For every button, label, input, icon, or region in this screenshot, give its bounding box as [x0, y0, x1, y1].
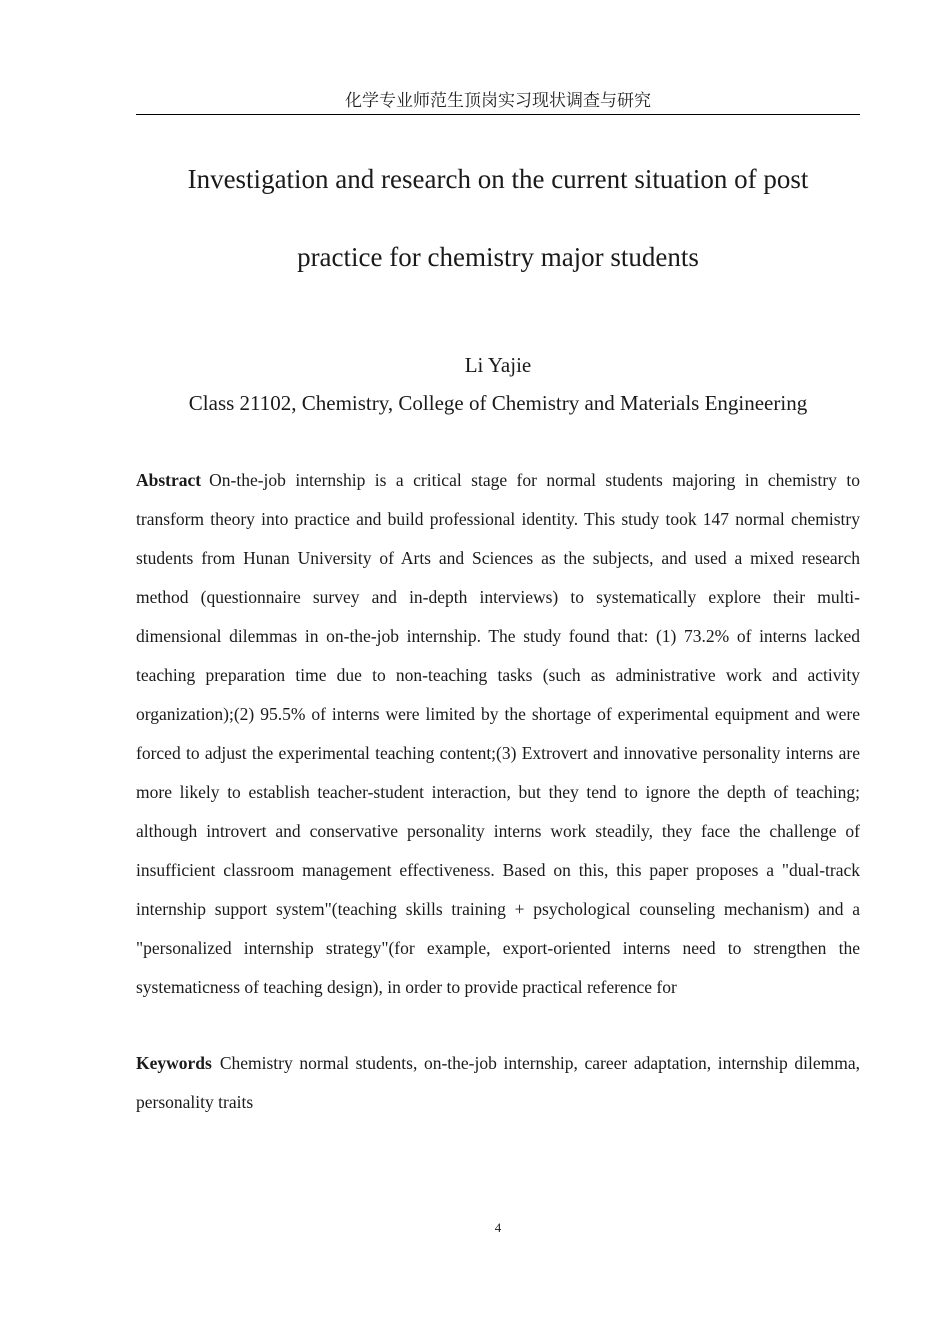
paper-title-line-1: Investigation and research on the current situation of post [187, 164, 809, 194]
header-rule [136, 114, 860, 115]
abstract-label: Abstract [136, 470, 202, 490]
abstract-section [136, 461, 860, 1007]
abstract-text: On-the-job internship is a critical stage for normal students majoring in chemistry to transform theory into practice and build professional identity. This study took 147 normal chemistry students from Hunan University of Arts and Sciences as the subjects, and used a mixed research method (questionnaire survey and in-depth interviews) to systematically explore their multi-dimensional dilemmas in on-the-job internship. The study found that: (1) 73.2% of interns lacked teaching preparation time due to non-teaching tasks (such as administrative work and activity organization);(2) 95.5% of interns were limited by the shortage of experimental equipment and were forced to adjust the experimental teaching content;(3) Extrovert and innovative personality interns are more likely to establish teacher-student interaction, but they tend to ignore the depth of teaching; although introvert and conservative personality interns work steadily, they face the challenge of insufficient classroom management effectiveness. Based on this, this paper proposes a "dual-track internship support system"(teaching skills training + psychological counseling mechanism) and a "personalized internship strategy"(for example, export-oriented interns need to strengthen the systematicness of teaching design), in order to provide practical reference for [136, 470, 860, 997]
running-header: 化学专业师范生顶岗实习现状调查与研究 [345, 91, 651, 111]
author-name: Li Yajie [464, 353, 532, 377]
paper-title [120, 140, 876, 296]
keywords-label: Keywords [136, 1053, 212, 1073]
author-affiliation: Class 21102, Chemistry, College of Chemistry and Materials Engineering [188, 391, 808, 415]
page-number: 4 [494, 1220, 502, 1235]
keywords-section [136, 1044, 860, 1122]
keywords-text: Chemistry normal students, on-the-job internship, career adaptation, internship dilemma, personality traits [136, 1053, 860, 1112]
paper-title-line-2: practice for chemistry major students [297, 242, 699, 272]
